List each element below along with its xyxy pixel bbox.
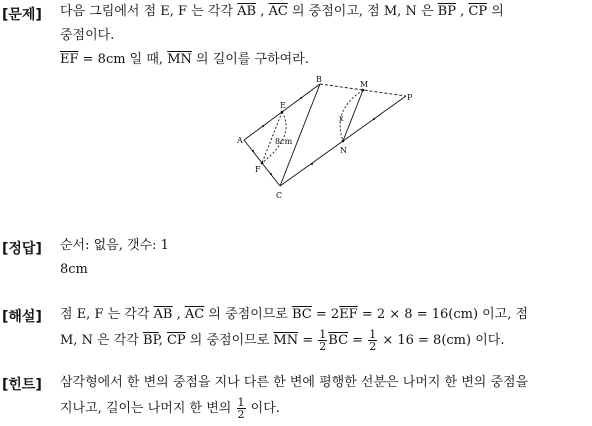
segment-bc-line bbox=[280, 84, 320, 186]
explanation-line-2 bbox=[60, 328, 584, 354]
text: = bbox=[298, 333, 318, 348]
fraction-numerator: 1 bbox=[237, 396, 245, 409]
text: , bbox=[455, 4, 469, 19]
segment-ab: $\overline{AB}$ bbox=[153, 307, 173, 322]
text: M, N 은 각각 bbox=[60, 333, 144, 348]
fraction-half bbox=[318, 329, 327, 352]
problem-line-3 bbox=[60, 48, 584, 72]
fraction-numerator: 1 bbox=[319, 328, 327, 341]
segment-mn: $\overline{MN}$ bbox=[273, 333, 299, 348]
problem-line-2: 중점이다. bbox=[60, 28, 115, 43]
text: 의 중점이므로 bbox=[185, 333, 274, 348]
label-a: A bbox=[237, 136, 243, 145]
hint-line-1: 삼각형에서 한 변의 중점을 지나 다른 한 변에 평행한 선분은 나머지 한 변의 중점을 bbox=[60, 375, 529, 390]
text: 의 길이를 구하여라. bbox=[191, 52, 309, 67]
segment-bp: $\overline{BP}$ bbox=[143, 333, 159, 348]
label-m: M bbox=[360, 80, 369, 89]
hint-line-2 bbox=[60, 396, 584, 422]
fraction-denominator: 2 bbox=[237, 408, 245, 421]
problem-line-1 bbox=[60, 0, 584, 24]
segment-cp: $\overline{CP}$ bbox=[166, 333, 186, 348]
geometry-figure bbox=[236, 74, 416, 204]
text: 이다. bbox=[246, 401, 280, 416]
text: , bbox=[172, 307, 185, 322]
text: , bbox=[158, 333, 167, 348]
label-f: F bbox=[255, 165, 261, 174]
segment-ac: $\overline{AC}$ bbox=[184, 307, 205, 322]
answer-text bbox=[60, 234, 584, 282]
label-b: B bbox=[316, 75, 322, 84]
label-c: C bbox=[276, 191, 283, 200]
fraction-numerator: 1 bbox=[369, 328, 377, 341]
text: 다음 그림에서 점 E, F 는 각각 bbox=[60, 4, 238, 19]
segment-ef: $\overline{EF}$ bbox=[60, 52, 79, 67]
text: = 2 × 8 = 16(cm) 이고, 점 bbox=[357, 307, 529, 322]
label-p: P bbox=[407, 93, 413, 102]
text: 의 bbox=[487, 4, 504, 19]
text: = 2 bbox=[311, 307, 340, 322]
fraction-half bbox=[237, 397, 246, 420]
explanation-text bbox=[60, 302, 584, 354]
text: 지나고, 길이는 나머지 한 변의 bbox=[60, 401, 236, 416]
segment-ac: $\overline{AC}$ bbox=[268, 4, 288, 19]
problem-tag: [문제] bbox=[2, 7, 42, 23]
text: = 8cm 일 때, bbox=[78, 52, 168, 67]
explanation-line-1 bbox=[60, 302, 584, 328]
label-n: N bbox=[340, 146, 347, 155]
segment-ef: $\overline{EF}$ bbox=[339, 307, 358, 322]
label-x: x bbox=[339, 114, 344, 123]
hint-text bbox=[60, 370, 584, 422]
fraction-denominator: 2 bbox=[319, 340, 327, 353]
segment-cp: $\overline{CP}$ bbox=[468, 4, 488, 19]
segment-bp: $\overline{BP}$ bbox=[437, 4, 456, 19]
text: 의 중점이므로 bbox=[204, 307, 292, 322]
segment-mn: $\overline{MN}$ bbox=[167, 52, 192, 67]
fraction-denominator: 2 bbox=[369, 340, 377, 353]
segment-bc: $\overline{BC}$ bbox=[292, 307, 312, 322]
label-8cm: 8cm bbox=[275, 137, 293, 146]
text: × 16 = 8(cm) 이다. bbox=[378, 333, 505, 348]
answer-tag: [정답] bbox=[2, 241, 42, 257]
text: 의 중점이고, 점 M, N 은 bbox=[287, 4, 438, 19]
explanation-tag: [해설] bbox=[2, 309, 42, 325]
problem-text bbox=[60, 0, 584, 72]
answer-order: 순서: 없음, 갯수: 1 bbox=[60, 238, 169, 253]
segment-ab: $\overline{AB}$ bbox=[237, 4, 257, 19]
text: , bbox=[256, 4, 269, 19]
fraction-half bbox=[368, 329, 377, 352]
segment-bc: $\overline{BC}$ bbox=[328, 333, 349, 348]
text: = bbox=[348, 333, 368, 348]
hint-tag: [힌트] bbox=[2, 377, 42, 393]
answer-value: 8cm bbox=[60, 262, 88, 277]
label-e: E bbox=[280, 101, 286, 110]
text: 점 E, F 는 각각 bbox=[60, 307, 154, 322]
